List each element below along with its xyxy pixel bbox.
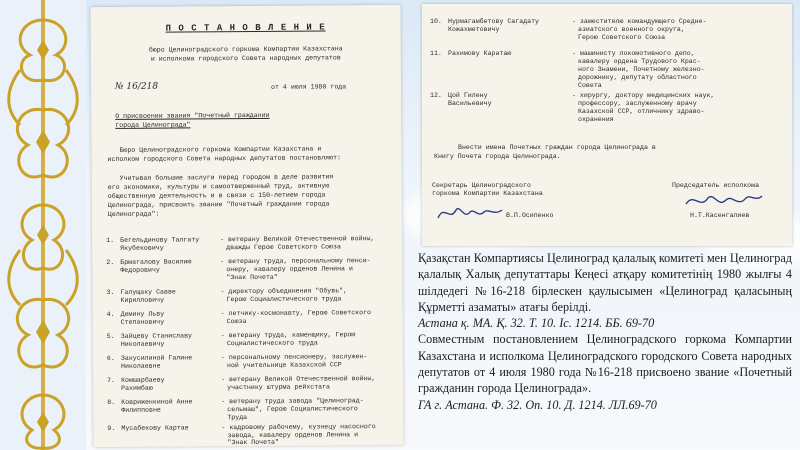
kazakh-ornament-border: [0, 0, 86, 450]
list-desc: профессору, заслуженному врачу: [578, 100, 697, 107]
list-name: Рахимбаю: [121, 384, 153, 392]
list-number: 11.: [430, 50, 442, 57]
issuer-line: и исполкома городского Совета народных депутатов: [150, 54, 341, 63]
list-name: Бегельдинову Талгату: [120, 236, 200, 244]
list-name: Федоровичу: [120, 266, 160, 274]
body-line: общественную деятельность и в связи с 150-летием города: [107, 191, 326, 200]
list-desc: участнику штурма рейхстага: [227, 383, 331, 392]
list-desc: - летчику-космонавту, Герою Советского: [220, 309, 372, 318]
list-number: 8.: [107, 398, 116, 406]
list-number: 7.: [107, 376, 116, 384]
decree-page-2: [422, 4, 792, 246]
list-desc: - хирургу, доктору медицинских наук,: [572, 92, 715, 99]
list-desc: ного Знамени, Почетному железно-: [578, 66, 705, 73]
body-line: исполком городского Совета народных депутатов постановляют:: [107, 154, 342, 163]
list-name: Кожахметовичу: [448, 26, 500, 33]
list-name: Зайцеву Станиславу: [120, 332, 193, 340]
list-name: Якубековичу: [120, 244, 164, 252]
body-line: Учитывая большие заслуги перед городом в деле развития: [119, 173, 334, 182]
list-name: Брмагалову Василию: [120, 258, 192, 266]
list-number: 3.: [106, 288, 115, 296]
list-number: 6.: [106, 354, 115, 362]
list-desc: Союза: [226, 318, 247, 326]
decree-title: П О С Т А Н О В Л Е Н И Е: [165, 22, 326, 34]
list-number: 4.: [106, 310, 115, 318]
list-name: Филипповне: [121, 406, 161, 414]
list-name: Васильевичу: [448, 100, 492, 107]
list-name: Мусабекову Картае: [121, 424, 189, 432]
list-desc: "Знак Почета": [227, 438, 279, 447]
archive-reference-russian: ГА г. Астана. Ф. 32. Оп. 10. Д. 1214. ЛЛ.69-70: [418, 397, 657, 412]
list-name: Ковриженкиной Анне: [121, 398, 193, 406]
list-desc: - ветерану Великой Отечественной войны,: [220, 235, 375, 244]
list-number: 9.: [107, 424, 116, 432]
list-desc: кавалеру ордена Трудового Крас-: [578, 58, 701, 65]
list-desc: - персональному пенсионеру, заслужен-: [220, 353, 368, 362]
list-name: Демину Льву: [120, 310, 165, 318]
list-name: Кирилловичу: [120, 296, 165, 304]
list-desc: Герою Советского Союза: [578, 34, 666, 41]
list-name: Николаевне: [120, 362, 161, 370]
list-desc: - ветерану труда, персональному пенси-: [220, 257, 371, 266]
list-desc: - ветерану труда, каменщику, Герою: [220, 331, 356, 340]
list-desc: ной учительнице Казахской ССР: [226, 361, 342, 370]
list-name: Николаевичу: [120, 340, 165, 348]
closing-line: Книгу Почета города Целинограда.: [434, 153, 561, 160]
caption-kazakh: Қазақстан Компартиясы Целиноград қалалық комитеті мен Целиноград қалалық Халық депутаттары Кеңесі атқару комитетінің 1980 жылғы 4 шілдедегі №16-218 бірлескен қаулысымен «Целиноград қаласының Құрметті азаматы» атағы берілді.: [418, 251, 792, 314]
decree-subject: города Целинограда": [115, 121, 191, 129]
list-desc: - машинисту локомотивного депо,: [572, 50, 695, 57]
list-name: Комшарбаеву: [121, 376, 165, 384]
list-desc: - директору объединения "Обувь",: [220, 287, 348, 296]
list-desc: азиатского военного округа,: [578, 26, 685, 33]
handwritten-signature: [684, 190, 764, 214]
archive-reference-kazakh: Астана қ. МА. Қ. 32. Т. 10. Іс. 1214. ББ. 69-70: [418, 316, 655, 331]
list-number: 2.: [106, 258, 115, 266]
body-line: Бюро Целиноградского горкома Компартии Казахстана и: [119, 145, 322, 154]
decree-subject: О присвоении звания "Почетный граждании: [115, 111, 270, 120]
body-line: Целинограда":: [107, 210, 160, 218]
list-desc: Труда: [227, 414, 248, 422]
handwritten-signature: [436, 200, 506, 226]
list-desc: - ветерану Великой Отечественной войны,: [221, 375, 376, 384]
list-desc: Совета: [578, 82, 602, 89]
list-name: Нурмагамбетову Сагадату: [448, 18, 540, 25]
list-name: Галущаку Савве: [120, 288, 176, 296]
caption-russian: Совместным постановлением Целиноградского горкома Компартии Казахстана и исполкома Целиноградского городского Совета народных депутатов от 4 июля 1980 года №16-218 присвоено звание «Почетный гражданин города Целинограда».: [418, 332, 792, 396]
list-desc: - ветерану труда завода "Целиноград-: [221, 397, 364, 406]
decree-page-1: [90, 5, 403, 447]
list-number: 10.: [430, 18, 442, 25]
list-desc: - кадровому рабочему, кузнецу насосного: [221, 423, 376, 432]
signatory-name: В.П.Осипенко: [506, 212, 554, 219]
list-desc: охранения: [578, 116, 614, 123]
decree-number: № 16/218: [114, 81, 159, 92]
list-name: Закусилиной Галине: [120, 354, 193, 362]
list-desc: Герою Социалистического труда: [226, 295, 342, 304]
caption-block: [418, 250, 792, 413]
list-number: 1.: [106, 236, 115, 244]
list-number: 5.: [106, 332, 115, 340]
list-name: Степановичу: [120, 318, 165, 326]
decree-date: от 4 июля 1980 года: [271, 83, 347, 91]
issuer-line: бюро Целиноградского горкома Компартии Казахстана: [148, 45, 343, 54]
list-desc: Казахской ССР, отличнику здраво-: [578, 108, 705, 115]
list-desc: "Знак Почета": [226, 273, 278, 282]
signatory-name: Н.Т.Касенгалиев: [690, 212, 750, 219]
signature-title: горкома Компартии Казахстана: [432, 190, 543, 197]
list-desc: завода, кавалеру орденов Ленина и: [227, 431, 359, 440]
list-desc: дважды Герою Советского Союза: [226, 243, 341, 252]
list-desc: дорожнику, депутату областного: [578, 74, 697, 81]
list-name: Цой Гилену: [448, 92, 488, 99]
list-name: Рахимову Каратаю: [448, 50, 512, 57]
list-number: 12.: [430, 92, 442, 99]
list-desc: Социалистического труда: [226, 339, 318, 348]
list-desc: онеру, кавалеру орденов Ленина и: [226, 265, 353, 274]
list-desc: сельмаш", Герою Социалистического: [227, 405, 358, 414]
signature-title: Председатель исполкома: [672, 182, 760, 189]
body-line: его экономики, культуры и самоотверженный труд, активную: [107, 182, 330, 191]
signature-title: Секретарь Целиноградского: [432, 182, 531, 189]
list-desc: - заместителю командующего Средне-: [572, 18, 707, 25]
body-line: Целинограда, присвоить звание "Почетный граждании города: [107, 200, 330, 209]
closing-line: Внести имена Почетных граждан города Целинограда в: [458, 144, 656, 151]
